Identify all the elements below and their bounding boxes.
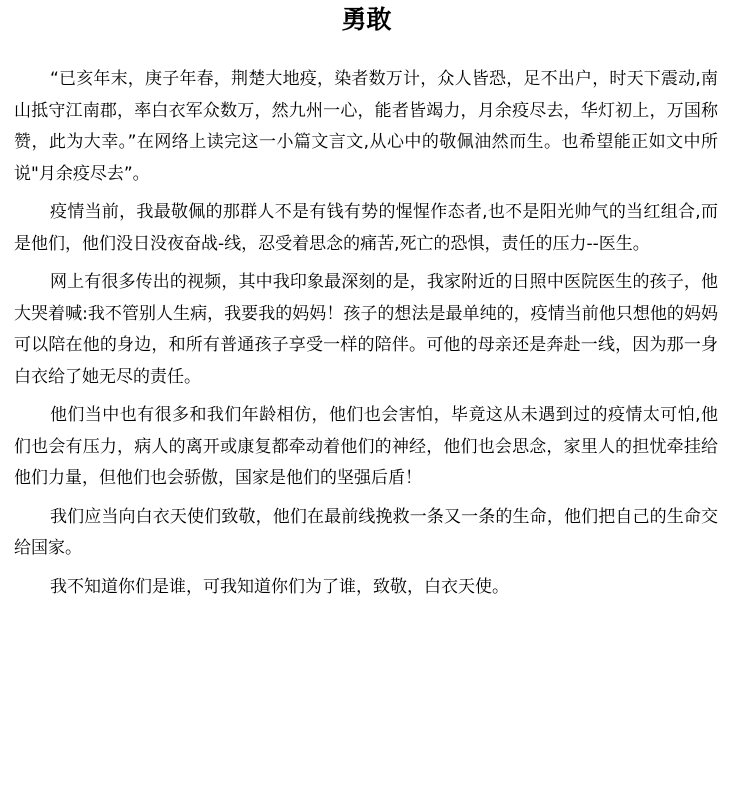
paragraph-3: 网上有很多传出的视频，其中我印象最深刻的是，我家附近的日照中医院医生的孩子，他大哭着喊:我不管别人生病，我要我的妈妈！孩子的想法是最单纯的，疫情当前他只想他的妈妈可以陪在他的身边，和所有普通孩子享受一样的陪伴。可他的母亲还是奔赴一线，因为那一身白衣给了她无尽的责任。 [14,272,718,387]
paragraph-5: 我们应当向白衣天使们致敬，他们在最前线挽救一条又一条的生命，他们把自己的生命交给国家。 [14,506,718,558]
paragraph-6: 我不知道你们是谁，可我知道你们为了谁，致敬，白衣天使。 [50,576,509,597]
paragraph-1: “已亥年末，庚子年春，荆楚大地疫，染者数万计，众人皆恐，足不出户，时天下震动,南山抵守江南郡，率白衣军众数万，然九州一心，能者皆竭力，月余疫尽去，华灯初上，万国称赞，此为大幸。”在网络上读完这一小篇文言文,从心中的敬佩油然而生。也希望能正如文中所说"月余疫尽去”。 [14,69,718,184]
document-title: 勇敢 [341,5,392,34]
paragraph-4: 他们当中也有很多和我们年龄相仿，他们也会害怕，毕竟这从未遇到过的疫情太可怕,他们也会有压力，病人的离开或康复都牵动着他们的神经，他们也会思念，家里人的担忧牵挂给他们力量，但他们也会骄傲，国家是他们的坚强后盾！ [14,405,718,488]
paragraph-2: 疫情当前，我最敬佩的那群人不是有钱有势的惺惺作态者,也不是阳光帅气的当红组合,而是他们，他们没日没夜奋战-线，忍受着思念的痛苦,死亡的恐惧，责任的压力--医生。 [14,202,718,254]
document-body [14,64,718,610]
